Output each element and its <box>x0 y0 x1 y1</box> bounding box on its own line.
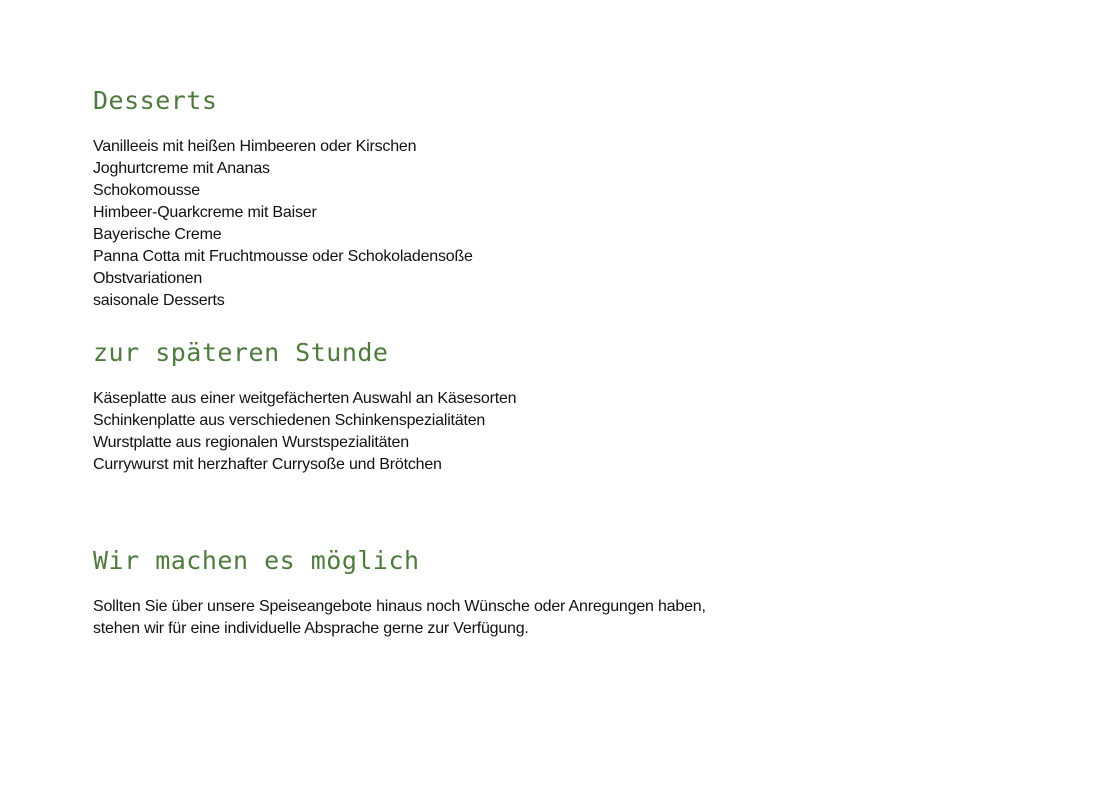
possible-paragraph <box>93 596 706 640</box>
late-hour-list <box>93 388 516 476</box>
list-item: Schinkenplatte aus verschiedenen Schinkenspezialitäten <box>93 412 486 429</box>
list-item: Obstvariationen <box>93 270 203 287</box>
desserts-heading: Desserts <box>93 86 218 115</box>
late-hour-heading: zur späteren Stunde <box>93 338 389 367</box>
list-item: Schokomousse <box>93 182 200 199</box>
possible-heading: Wir machen es möglich <box>93 546 420 575</box>
paragraph-line: stehen wir für eine individuelle Absprache gerne zur Verfügung. <box>93 620 529 637</box>
desserts-list <box>93 136 473 312</box>
list-item: Vanilleeis mit heißen Himbeeren oder Kirschen <box>93 138 417 155</box>
list-item: Käseplatte aus einer weitgefächerten Auswahl an Käsesorten <box>93 390 517 407</box>
list-item: Joghurtcreme mit Ananas <box>93 160 270 177</box>
paragraph-line: Sollten Sie über unsere Speiseangebote hinaus noch Wünsche oder Anregungen haben, <box>93 598 706 615</box>
list-item: Panna Cotta mit Fruchtmousse oder Schokoladensoße <box>93 248 473 265</box>
list-item: Currywurst mit herzhafter Currysoße und Brötchen <box>93 456 442 473</box>
list-item: saisonale Desserts <box>93 292 225 309</box>
list-item: Bayerische Creme <box>93 226 222 243</box>
list-item: Wurstplatte aus regionalen Wurstspezialitäten <box>93 434 409 451</box>
list-item: Himbeer-Quarkcreme mit Baiser <box>93 204 317 221</box>
